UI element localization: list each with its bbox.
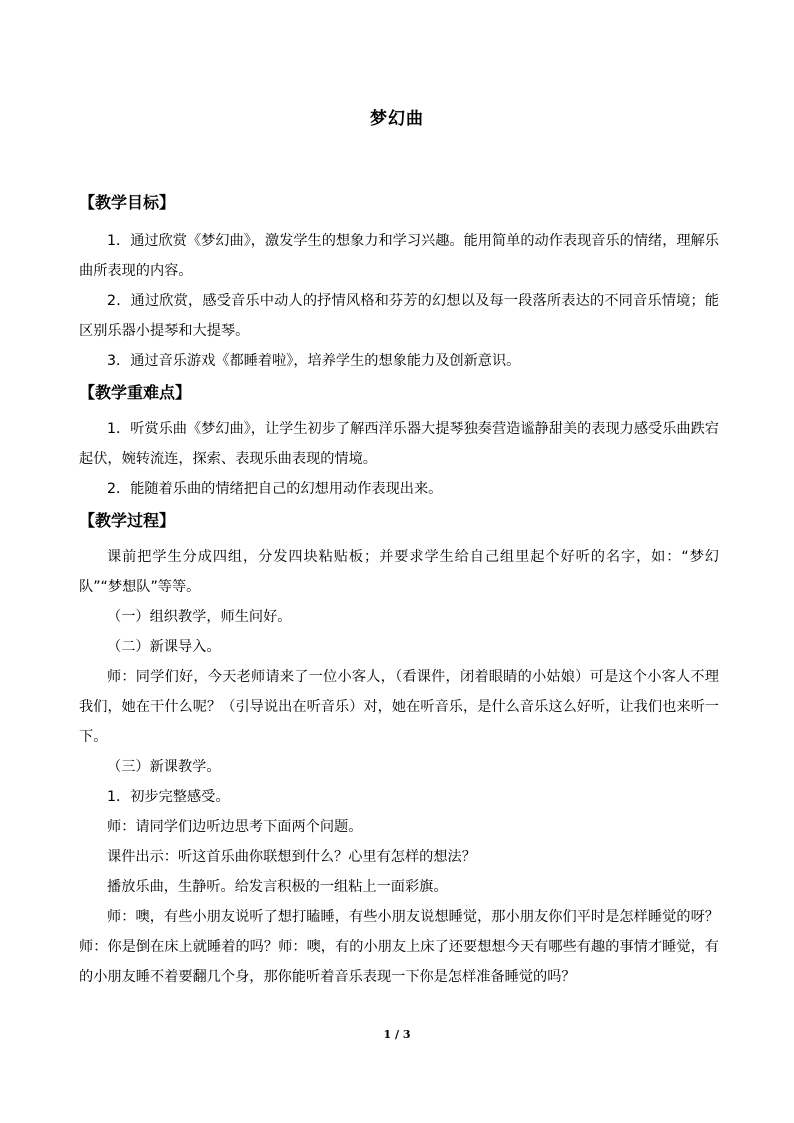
- paragraph: 1．初步完整感受。: [107, 789, 230, 805]
- paragraph: 师：同学们好，今天老师请来了一位小客人，（看课件，闭着眼睛的小姑娘）可是这个小客人不理我们，她在干什么呢？（引导说出在听音乐）对，她在听音乐，是什么音乐这么好听，让我们也来听一下。: [79, 669, 719, 745]
- paragraph: 课件出示：听这首乐曲你联想到什么？心里有怎样的想法？: [107, 849, 476, 865]
- section-heading-keypoints: 【教学重难点】: [79, 383, 192, 402]
- paragraph: 1．听赏乐曲《梦幻曲》，让学生初步了解西洋乐器大提琴独奏营造谧静甜美的表现力感受乐曲跌宕起伏，婉转流连，探索、表现乐曲表现的情境。: [79, 421, 719, 467]
- page-indicator: 1 / 3: [383, 1028, 411, 1041]
- paragraph: 2．能随着乐曲的情绪把自己的幻想用动作表现出来。: [107, 481, 443, 497]
- paragraph: 1．通过欣赏《梦幻曲》，激发学生的想象力和学习兴趣。能用简单的动作表现音乐的情绪，理解乐曲所表现的内容。: [79, 233, 719, 279]
- paragraph: 师：噢，有些小朋友说听了想打瞌睡，有些小朋友说想睡觉，那小朋友你们平时是怎样睡觉的呀？师：你是倒在床上就睡着的吗？师：噢，有的小朋友上床了还要想想今天有哪些有趣的事情才睡觉，有的小朋友睡不着要翻几个身，那你能听着音乐表现一下你是怎样准备睡觉的吗？: [79, 909, 719, 985]
- paragraph: 师：请同学们边听边思考下面两个问题。: [107, 819, 363, 835]
- paragraph: 课前把学生分成四组，分发四块粘贴板；并要求学生给自己组里起个好听的名字，如：“梦幻队”“梦想队”等等。: [79, 549, 719, 595]
- paragraph: 2．通过欣赏，感受音乐中动人的抒情风格和芬芳的幻想以及每一段落所表达的不同音乐情境；能区别乐器小提琴和大提琴。: [79, 293, 719, 339]
- section-heading-process: 【教学过程】: [79, 511, 176, 530]
- paragraph: （三）新课教学。: [107, 759, 221, 775]
- paragraph: （一）组织教学，师生问好。: [107, 609, 292, 625]
- section-heading-goals: 【教学目标】: [79, 193, 176, 212]
- paragraph: （二）新课导入。: [107, 639, 221, 655]
- paragraph: 3．通过音乐游戏《都睡着啦》，培养学生的想象能力及创新意识。: [107, 353, 521, 369]
- document-title: 梦幻曲: [370, 109, 424, 129]
- document-body: [79, 188, 719, 992]
- paragraph: 播放乐曲，生静听。给发言积极的一组粘上一面彩旗。: [107, 879, 448, 895]
